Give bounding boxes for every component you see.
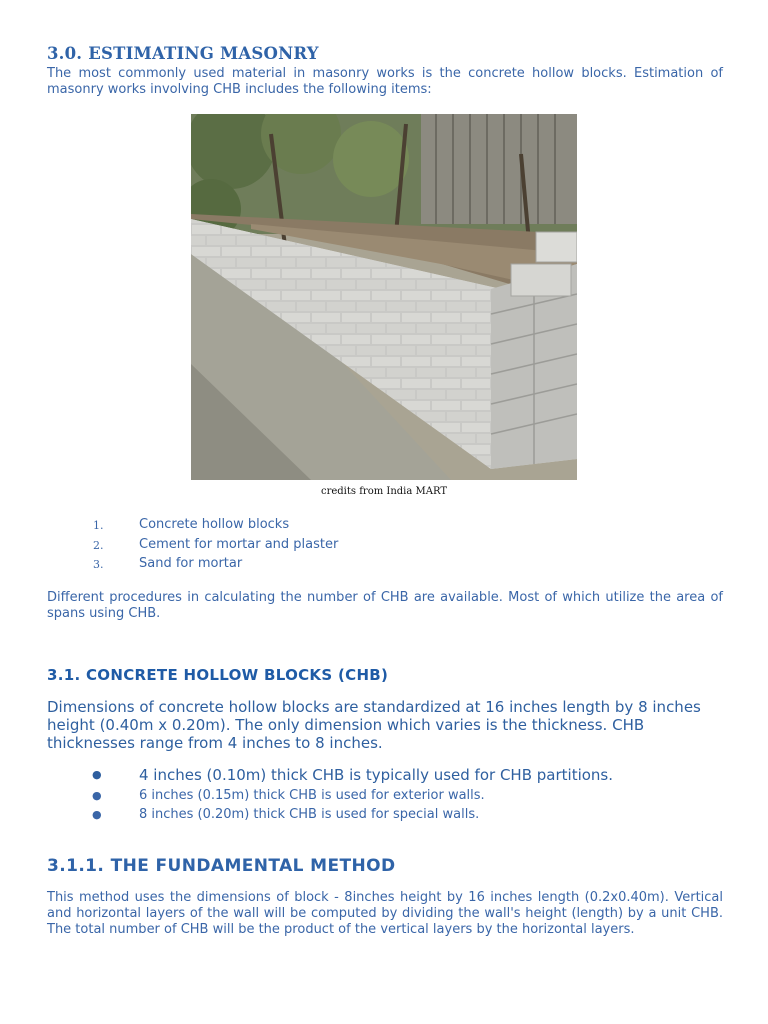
photo-caption: credits from India MART [320,486,447,497]
list-item-text: Concrete hollow blocks [139,517,290,532]
fundamental-method-heading: 3.1.1. THE FUNDAMENTAL METHOD [47,856,396,876]
masonry-wall-photo [191,114,577,480]
list-item-text: 6 inches (0.15m) thick CHB is used for exterior walls. [139,788,485,803]
list-item-text: 8 inches (0.20m) thick CHB is used for special walls. [139,807,480,822]
bullet-icon: ● [92,768,102,781]
bullet-icon: ● [92,789,102,802]
chb-wall-illustration [191,114,577,480]
fundamental-method-paragraph: This method uses the dimensions of block - 8inches height by 16 inches length (0.2x0.40m). Vertical and horizontal layers of the wall will be computed by dividing the wall's height (length) by a unit CHB. The total number of CHB will be the product of the vertical layers by the horizontal layers. [47,890,723,937]
list-item-text: Cement for mortar and plaster [139,536,339,552]
chb-paragraph: Dimensions of concrete hollow blocks are standardized at 16 inches length by 8 inches height (0.40m x 0.20m). The only dimension which varies is the thickness. CHB thicknesses range from 4 inches to 8 inches. [47,698,701,752]
bullet-icon: ● [92,808,102,821]
intro-paragraph: The most commonly used material in masonry works is the concrete hollow blocks. Estimation of masonry works involving CHB includes the following items: [47,66,723,97]
list-item-number: 2. [93,538,104,552]
chb-heading: 3.1. CONCRETE HOLLOW BLOCKS (CHB) [47,666,389,684]
list-item-number: 1. [93,519,104,532]
list-item-number: 3. [93,558,104,571]
procedures-paragraph: Different procedures in calculating the number of CHB are available. Most of which utilize the area of spans using CHB. [47,590,723,621]
section-title: 3.0. ESTIMATING MASONRY [47,44,319,63]
list-item-text: 4 inches (0.10m) thick CHB is typically used for CHB partitions. [139,766,614,784]
list-item-text: Sand for mortar [139,556,243,571]
